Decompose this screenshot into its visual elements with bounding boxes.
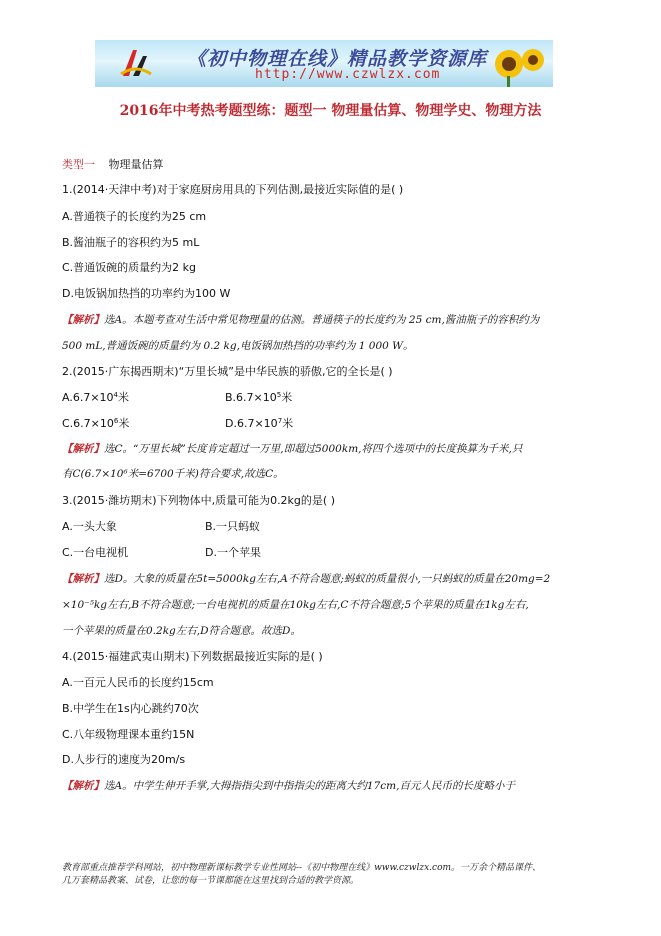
option-d: D.一个苹果 [205, 546, 261, 559]
explanation-text: 选A。本题考查对生活中常见物理量的估测。普通筷子的长度约为 25 cm,酱油瓶子的容积约为 [104, 314, 540, 326]
explanation-line [62, 572, 550, 586]
explanation-line: 500 mL,普通饭碗的质量约为 0.2 kg,电饭锅加热挡的功率约为 1 000 W。 [62, 340, 414, 352]
option-row [62, 417, 294, 431]
option-b: B.酱油瓶子的容积约为5 mL [62, 236, 200, 249]
option-a: A.普通筷子的长度约为25 cm [62, 210, 207, 223]
explanation-line: 一个苹果的质量在0.2kg左右,D符合题意。故选D。 [62, 625, 301, 637]
option-row [62, 546, 261, 560]
option-row [62, 520, 261, 534]
option-a: A.一头大象 [62, 520, 117, 533]
option-d: D.电饭锅加热挡的功率约为100 W [62, 287, 231, 300]
option-d: $D.6.7\times 10^7$米 [225, 417, 294, 430]
option-b: B.中学生在1s内心跳约70次 [62, 702, 199, 715]
option-b: $B.6.7\times 10^5$米 [225, 391, 293, 404]
banner-title: 《初中物理在线》精品教学资源库 [187, 48, 488, 70]
option-d: D.人步行的速度为20m/s [62, 753, 186, 766]
question-stem: 4.(2015·福建武夷山期末)下列数据最接近实际的是( ) [62, 650, 323, 663]
section-heading [62, 158, 164, 172]
option-c: C.一台电视机 [62, 546, 129, 559]
option-b: B.一只蚂蚁 [205, 520, 261, 533]
explanation-label: 【解析】 [62, 314, 104, 326]
explanation-label: 【解析】 [62, 780, 104, 792]
option-c: C.普通饭碗的质量约为2 kg [62, 261, 197, 274]
page-footer [62, 862, 602, 888]
explanation-line [62, 779, 515, 793]
option-c: C.八年级物理课本重约15N [62, 728, 195, 741]
option-row [62, 391, 293, 405]
question-stem: 1.(2014·天津中考)对于家庭厨房用具的下列估测,最接近实际值的是( ) [62, 183, 404, 196]
explanation-text: 选D。大象的质量在5t=5000kg左右,A不符合题意;蚂蚁的质量很小,一只蚂蚁的质量在20mg=2 [104, 573, 551, 585]
option-c: $C.6.7\times 10^6$米 [62, 417, 130, 430]
option-a: A.一百元人民币的长度约15cm [62, 676, 214, 689]
explanation-line: ×10⁻⁵kg左右,B不符合题意;一台电视机的质量在10kg左右,C不符合题意;5个苹果的质量在1kg左右, [62, 599, 529, 611]
explanation-line: 有C(6.7×10⁶米=6700千米)符合要求,故选C。 [62, 468, 284, 480]
explanation-text: 选A。中学生伸开手掌,大拇指指尖到中指指尖的距离大约17cm,百元人民币的长度略小于 [104, 780, 515, 792]
question-stem: 3.(2015·潍坊期末)下列物体中,质量可能为0.2kg的是( ) [62, 494, 335, 507]
header-banner [95, 40, 553, 87]
page-title: 2016年中考热考题型练：题型一 物理量估算、物理学史、物理方法 [119, 103, 542, 119]
banner-url: http://www.czwlzx.com [255, 67, 441, 82]
option-a: $A.6.7\times 10^4$米 [62, 391, 130, 404]
section-name: 物理量估算 [108, 158, 164, 171]
footer-line: 教育部重点推荐学科网站，初中物理新课标教学专业性网站--《初中物理在线》www.czwlzx.com。一万余个精品课件、 [62, 863, 542, 873]
site-logo-icon [119, 46, 153, 80]
explanation-line [62, 313, 539, 327]
footer-line: 几万套精品教案、试卷，让您的每一节课都能在这里找到合适的教学资源。 [62, 876, 360, 886]
sunflower-icon [489, 42, 547, 87]
explanation-label: 【解析】 [62, 573, 104, 585]
explanation-line [62, 442, 522, 456]
question-stem: 2.(2015·广东揭西期末)“万里长城”是中华民族的骄傲,它的全长是( ) [62, 365, 393, 378]
section-prefix: 类型一 [62, 158, 95, 171]
explanation-label: 【解析】 [62, 443, 104, 455]
explanation-text: 选C。“万里长城”长度肯定超过一万里,即超过5000km,将四个选项中的长度换算为千米,只 [104, 443, 523, 455]
